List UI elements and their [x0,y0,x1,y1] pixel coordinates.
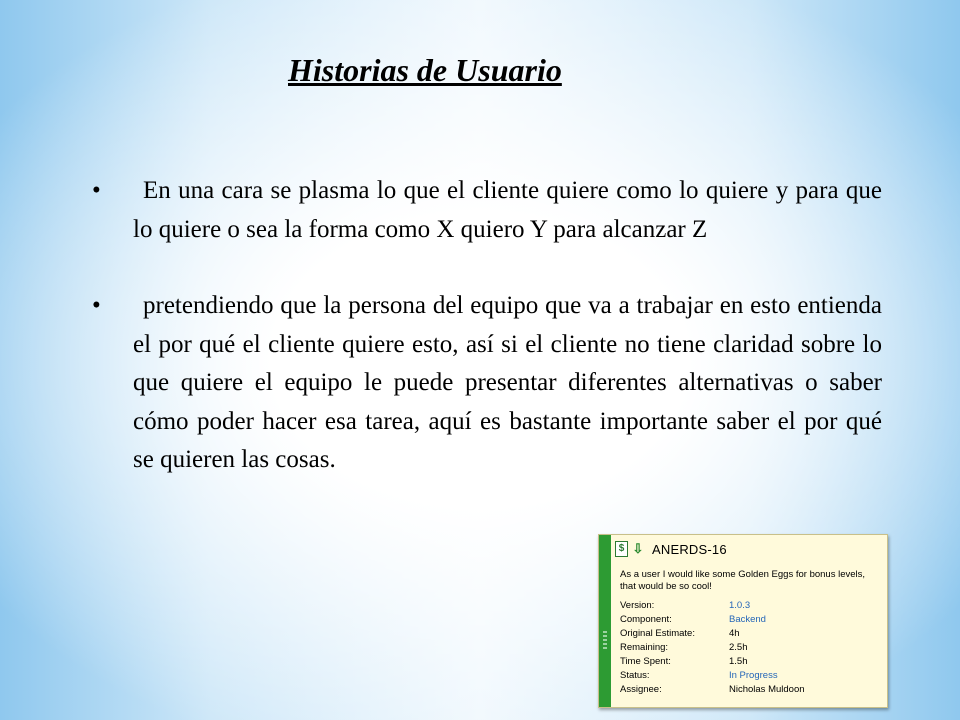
card-header [611,535,887,563]
issue-summary: As a user I would like some Golden Eggs for bonus levels, that would be so cool! [620,569,866,592]
bullet-text: En una cara se plasma lo que el cliente quiere como lo quiere y para que lo quiere o sea la forma como X quiero Y para alcanzar Z [133,177,882,243]
field-value-remaining: 2.5h [729,642,748,653]
bullet-item [92,287,882,480]
field-version [620,599,882,613]
field-value-original-estimate: 4h [729,628,740,639]
field-label: Original Estimate: [620,628,695,639]
field-value-time-spent: 1.5h [729,656,748,667]
bullet-icon: • [92,292,101,319]
bullet-text: pretendiendo que la persona del equipo que va a trabajar en esto entienda el por qué el cliente quiere esto, así si el cliente no tiene claridad sobre lo que quiere el equipo le puede presentar diferentes alternativas o saber cómo poder hacer esa tarea, aquí es bastante importante saber el por qué se quieren las cosas. [133,292,882,473]
field-value-assignee: Nicholas Muldoon [729,684,805,695]
bullet-list [92,172,882,480]
bullet-item [92,172,882,249]
card-color-stripe [599,535,611,707]
field-label: Status: [620,670,650,681]
field-label: Assignee: [620,684,662,695]
bullet-icon: • [92,177,101,204]
slide-title: Historias de Usuario [288,52,562,88]
field-label: Component: [620,614,672,625]
story-card [598,534,888,708]
field-remaining [620,641,882,655]
arrow-down-icon: ⇩ [632,541,644,556]
field-component [620,613,882,627]
field-status [620,669,882,683]
field-label: Time Spent: [620,656,671,667]
field-value-component: Backend [729,614,766,625]
field-time-spent [620,655,882,669]
drag-handle-icon [603,631,607,651]
field-value-status: In Progress [729,670,778,681]
field-original-estimate [620,627,882,641]
issue-key: ANERDS-16 [652,541,727,557]
field-assignee [620,683,882,697]
issue-fields [620,599,882,697]
field-label: Version: [620,600,655,611]
field-label: Remaining: [620,642,669,653]
story-icon: $ [615,541,628,557]
field-value-version: 1.0.3 [729,600,751,611]
